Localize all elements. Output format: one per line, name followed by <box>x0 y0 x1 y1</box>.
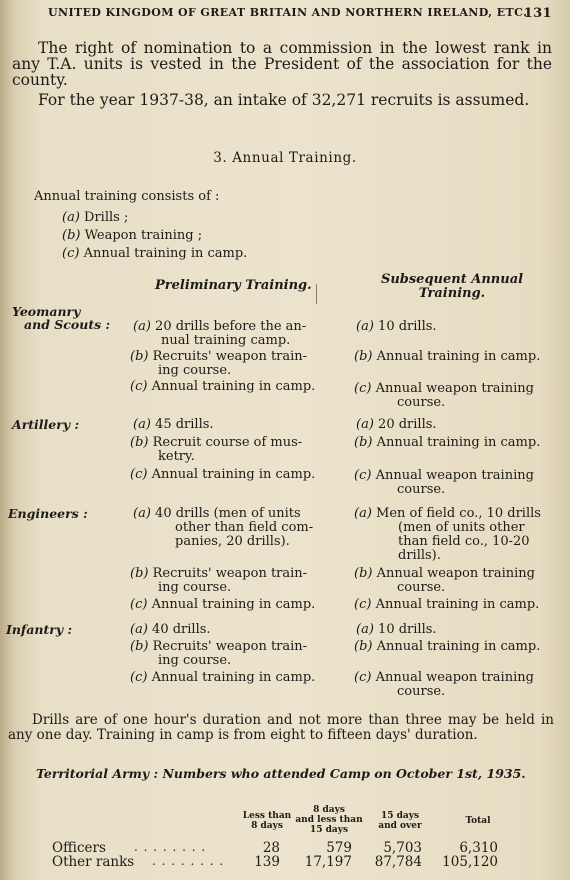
item-line-1: Annual weapon training <box>375 468 534 483</box>
cell-officers-8-15: 579 <box>326 840 352 856</box>
artillery-pre-a <box>133 418 333 432</box>
item-line-4: drills). <box>398 548 441 563</box>
intro-paragraph-1: The right of nomination to a commission in the lowest rank in any T.A. units is vested in the President of the association for the county. <box>12 39 552 89</box>
item-label: (a) <box>356 622 374 637</box>
item-label: (b) <box>354 349 373 364</box>
item-line-1: 45 drills. <box>155 417 214 432</box>
header-line: and less than <box>295 815 363 825</box>
header-line: 8 days <box>313 805 345 815</box>
item-line-1: Annual training in camp. <box>376 349 541 364</box>
section-heading: 3. Annual Training. <box>213 150 357 166</box>
infantry-sub-a <box>356 623 556 637</box>
camp-table-caption: Territorial Army : Numbers who attended Camp on October 1st, 1935. <box>36 766 526 781</box>
artillery-sub-c <box>354 469 559 497</box>
yeomanry-sub-c <box>354 382 559 410</box>
engineers-sub-c <box>354 598 559 612</box>
cell-officers-total: 6,310 <box>459 840 498 856</box>
item-line-2: course. <box>397 395 446 410</box>
column-head-subsequent-line-1: Subsequent Annual <box>380 272 524 287</box>
branch-name-line-2: and Scouts : <box>24 317 111 332</box>
engineers-pre-b <box>130 567 334 595</box>
artillery-sub-a <box>356 418 556 432</box>
artillery-pre-c <box>130 468 340 482</box>
item-label: (a) <box>133 506 151 521</box>
item-line-1: Annual training in camp. <box>375 597 540 612</box>
item-label: (a) <box>356 417 374 432</box>
row-leaders: . . . . . . . . <box>152 854 225 868</box>
annual-item-label: (c) <box>62 246 80 261</box>
header-line: Less than <box>242 811 292 821</box>
drills-note: Drills are of one hour's duration and not more than three may be held in any one day. Training in camp is from eight to fifteen days' duration. <box>8 712 554 743</box>
annual-item-text: Annual training in camp. <box>83 246 248 261</box>
branch-yeomanry <box>12 305 110 331</box>
infantry-pre-b <box>130 640 334 668</box>
item-line-1: Recruit course of mus- <box>152 435 303 450</box>
header-total: Total <box>465 816 491 826</box>
item-line-1: Recruits' weapon train- <box>152 566 308 581</box>
item-label: (c) <box>130 379 148 394</box>
annual-item-text: Weapon training ; <box>84 228 203 243</box>
branch-name-line-1: Yeomanry <box>12 304 81 319</box>
item-label: (a) <box>130 622 148 637</box>
column-head-preliminary: Preliminary Training. <box>155 278 312 293</box>
infantry-sub-b <box>354 640 559 654</box>
cell-other-8-15: 17,197 <box>304 854 352 870</box>
item-label: (a) <box>354 506 372 521</box>
item-line-2: other than field com- <box>175 520 314 535</box>
annual-item-text: Drills ; <box>84 210 129 225</box>
item-line-2: ing course. <box>158 363 232 378</box>
annual-item-label: (b) <box>62 228 81 243</box>
item-line-2: nual training camp. <box>161 333 291 348</box>
annual-item-c <box>62 247 247 261</box>
item-label: (b) <box>354 639 373 654</box>
item-line-1: 20 drills. <box>378 417 437 432</box>
column-head-subsequent-line-2: Training. <box>418 286 486 301</box>
item-line-2: course. <box>397 684 446 699</box>
item-line-2: (men of units other <box>398 520 525 535</box>
item-line-1: 40 drills (men of units <box>155 506 301 521</box>
annual-item-label: (a) <box>62 210 80 225</box>
branch-artillery: Artillery : <box>12 417 80 432</box>
item-line-1: Annual weapon training <box>376 566 535 581</box>
item-label: (c) <box>354 670 372 685</box>
cell-other-total: 105,120 <box>442 854 498 870</box>
cell-other-lt8: 139 <box>254 854 280 870</box>
item-label: (a) <box>133 319 151 334</box>
annual-item-a <box>62 211 128 225</box>
item-line-1: Annual training in camp. <box>151 467 316 482</box>
header-line: and over <box>378 821 422 831</box>
engineers-pre-c <box>130 598 340 612</box>
yeomanry-sub-b <box>354 350 559 364</box>
running-head <box>48 6 552 19</box>
item-line-2: ketry. <box>158 449 195 464</box>
cell-officers-15: 5,703 <box>383 840 422 856</box>
item-line-1: 10 drills. <box>378 319 437 334</box>
item-label: (a) <box>133 417 151 432</box>
cell-officers-lt8: 28 <box>262 840 280 856</box>
item-label: (a) <box>356 319 374 334</box>
item-label: (b) <box>354 566 373 581</box>
row-leaders: . . . . . . . . <box>134 840 207 854</box>
infantry-sub-c <box>354 671 559 699</box>
intro-paragraph-2: For the year 1937-38, an intake of 32,271 recruits is assumed. <box>38 91 530 109</box>
item-label: (c) <box>130 467 148 482</box>
yeomanry-pre-b <box>130 350 334 378</box>
page-number: 131 <box>523 6 552 21</box>
artillery-sub-b <box>354 436 559 450</box>
header-8-to-15-days <box>294 805 364 835</box>
engineers-sub-a <box>354 507 559 563</box>
item-line-1: 10 drills. <box>378 622 437 637</box>
item-line-1: Annual weapon training <box>375 381 534 396</box>
item-label: (b) <box>130 566 149 581</box>
header-line: 15 days <box>380 811 420 821</box>
engineers-sub-b <box>354 567 559 595</box>
item-line-1: Annual training in camp. <box>151 670 316 685</box>
yeomanry-pre-a <box>133 320 333 348</box>
column-head-subsequent <box>372 273 532 301</box>
item-label: (c) <box>130 670 148 685</box>
header-line: 15 days <box>309 825 349 835</box>
item-line-2: ing course. <box>158 653 232 668</box>
annual-intro: Annual training consists of : <box>34 189 220 204</box>
item-label: (c) <box>354 468 372 483</box>
infantry-pre-c <box>130 671 340 685</box>
table-row-other-ranks <box>52 854 134 870</box>
infantry-pre-a <box>130 623 330 637</box>
branch-infantry: Infantry : <box>6 622 73 637</box>
yeomanry-pre-c <box>130 380 340 394</box>
item-line-3: than field co., 10-20 <box>398 534 530 549</box>
item-label: (c) <box>354 381 372 396</box>
item-line-2: course. <box>397 580 446 595</box>
engineers-pre-a <box>133 507 333 549</box>
item-label: (c) <box>354 597 372 612</box>
item-line-1: Men of field co., 10 drills <box>376 506 541 521</box>
item-label: (b) <box>130 435 149 450</box>
item-line-1: 20 drills before the an- <box>155 319 307 334</box>
row-label: Officers <box>52 840 106 856</box>
running-head-title: UNITED KINGDOM OF GREAT BRITAIN AND NORTHERN IRELAND, ETC. <box>48 6 528 19</box>
item-line-1: Annual weapon training <box>375 670 534 685</box>
item-label: (b) <box>354 435 373 450</box>
header-15-days-and-over <box>374 811 426 831</box>
item-line-1: Recruits' weapon train- <box>152 639 308 654</box>
header-less-than-8-days <box>242 811 292 831</box>
item-line-3: panies, 20 drills). <box>175 534 290 549</box>
header-line: 8 days <box>251 821 283 831</box>
item-line-1: Annual training in camp. <box>151 379 316 394</box>
item-line-1: 40 drills. <box>152 622 211 637</box>
item-label: (b) <box>130 639 149 654</box>
cell-other-15: 87,784 <box>374 854 422 870</box>
column-divider <box>316 284 317 304</box>
item-line-1: Recruits' weapon train- <box>152 349 308 364</box>
item-line-1: Annual training in camp. <box>151 597 316 612</box>
item-label: (b) <box>130 349 149 364</box>
item-line-2: ing course. <box>158 580 232 595</box>
artillery-pre-b <box>130 436 334 464</box>
row-label: Other ranks <box>52 854 135 870</box>
item-label: (c) <box>130 597 148 612</box>
branch-engineers: Engineers : <box>8 506 88 521</box>
item-line-1: Annual training in camp. <box>376 435 541 450</box>
annual-item-b <box>62 229 202 243</box>
item-line-2: course. <box>397 482 446 497</box>
yeomanry-sub-a <box>356 320 556 334</box>
item-line-1: Annual training in camp. <box>376 639 541 654</box>
